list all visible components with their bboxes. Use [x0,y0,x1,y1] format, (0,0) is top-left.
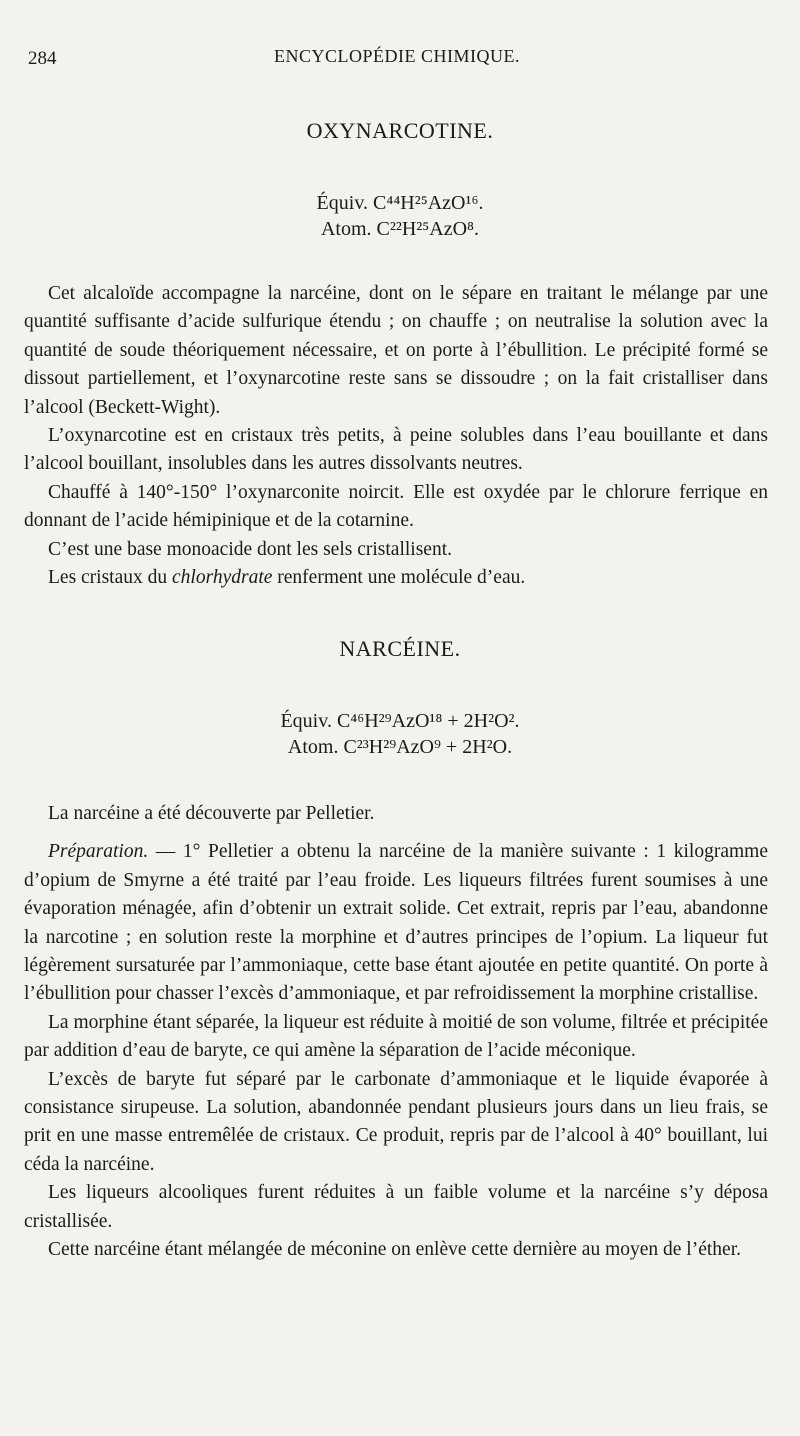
paragraph: La narcéine a été découverte par Pelletier. [48,803,375,824]
paragraph: Chauffé à 140°-150° l’oxynarconite noircit. Elle est oxydée par le chlorure ferrique en donnant de l’acide hémipinique et de la cotarnine. [24,481,768,532]
formula-atom: Atom. C²³H²⁹AzO⁹ + 2H²O. [287,736,513,758]
page-header [24,44,770,74]
preparation-label: Préparation. [48,841,149,863]
italic-term: chlorhydrate [172,567,273,589]
formula-equiv: Équiv. C⁴⁶H²⁹AzO¹⁸ + 2H²O². [280,710,520,732]
paragraph: L’excès de baryte fut séparé par le carbonate d’ammoniaque et le liquide évaporée à consistance sirupeuse. La solution, abandonnée pendant plusieurs jours dans un lieu frais, se prit en une masse entremêlée de cristaux. Ce produit, repris par de l’alcool à 40° bouillant, lui céda la narcéine. [24,1068,768,1175]
running-title: ENCYCLOPÉDIE CHIMIQUE. [274,46,520,66]
paragraph: L’oxynarcotine est en cristaux très petits, à peine solubles dans l’eau bouillante et dans l’alcool bouillant, insolubles dans les autres dissolvants neutres. [24,425,768,475]
formula-atom: Atom. C²²H²⁵AzO⁸. [320,218,480,240]
formula-narceine [0,708,800,760]
paragraph: Les cristaux du chlorhydrate renferment une molécule d’eau. [48,567,526,589]
paragraph: C’est une base monoacide dont les sels cristallisent. [48,538,452,560]
paragraph: La morphine étant séparée, la liqueur est réduite à moitié de son volume, filtrée et précipitée par addition d’eau de baryte, ce qui amène la séparation de l’acide méconique. [24,1011,768,1062]
formula-equiv: Équiv. C⁴⁴H²⁵AzO¹⁶. [316,192,484,214]
paragraph: Les liqueurs alcooliques furent réduites à un faible volume et la narcéine s’y déposa cristallisée. [24,1182,768,1232]
formula-oxynarcotine [0,190,800,242]
paragraph: Cet alcaloïde accompagne la narcéine, dont on le sépare en traitant le mélange par une quantité suffisante d’acide sulfurique étendu ; on chauffe ; on neutralise la solution avec la quantité de soude théoriquement nécessaire, et on porte à l’ébullition. Le précipité formé se dissout partiellement, et l’oxynarcotine reste sans se dissoudre ; on la fait cristalliser dans l’alcool (Beckett-Wight). [24,283,768,418]
page-number: 284 [28,48,57,69]
section-body-narceine [24,800,768,1265]
section-body-oxynarcotine [24,280,768,592]
section-title-oxynarcotine: OXYNARCOTINE. [306,118,494,143]
paragraph: Préparation. — 1° Pelletier a obtenu la narcéine de la manière suivante : 1 kilogramme d’opium de Smyrne a été traité par l’eau froide. Les liqueurs filtrées furent soumises à une évaporation ménagée, afin d’obtenir un extrait solide. Cet extrait, repris par l’eau, abandonne la narcotine ; en solution reste la morphine et d’autres principes de l’opium. La liqueur fut légèrement sursaturée par l’ammoniaque, cette base étant ajoutée en petite quantité. On porte à l’ébullition pour chasser l’excès d’ammoniaque, et par refroidissement la morphine cristallise. [24,841,768,1005]
paragraph: Cette narcéine étant mélangée de méconine on enlève cette dernière au moyen de l’éther. [48,1239,741,1261]
section-title-narceine: NARCÉINE. [339,636,461,661]
